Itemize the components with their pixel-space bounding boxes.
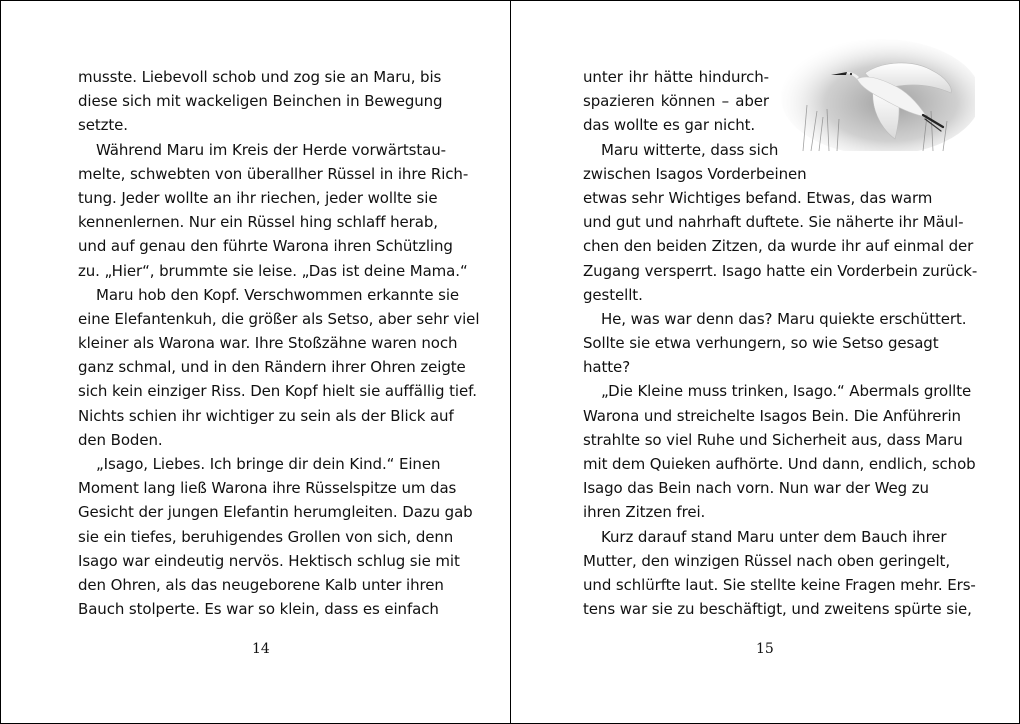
text-line: hatte? [583,358,631,377]
text-line: etwas sehr Wichtiges befand. Etwas, das warm [583,188,933,207]
text-line: ganz schmal, und in den Rändern ihrer Ohren zeigte [78,358,466,377]
text-line: chen den beiden Zitzen, da wurde ihr auf einmal der [583,237,974,256]
text-line: Maru witterte, dass sich [601,140,779,159]
text-line: den Ohren, als das neugeborene Kalb unter ihren [78,575,444,594]
text-line: mit dem Quieken aufhörte. Und dann, endlich, schob [583,455,976,473]
text-line: setzte. [78,116,128,135]
text-line: musste. Liebevoll schob und zog sie an Maru, bis [78,68,442,86]
text-line: He, was war denn das? Maru quiekte erschüttert. [601,309,967,328]
text-line: und schlürfte laut. Sie stellte keine Fragen mehr. Ers- [583,575,976,594]
text-line: sie ein tiefes, beruhigendes Grollen von sich, denn [78,527,454,546]
text-line: ihren Zitzen frei. [583,503,706,522]
text-line: Isago das Bein nach vorn. Nun war der Weg zu [583,479,929,498]
page-number: 14 [252,641,270,657]
text-line: zu. „Hier“, brummte sie leise. „Das ist deine Mama.“ [78,261,468,280]
text-line: und auf genau den führte Warona ihren Schützling [78,237,453,256]
text-line: tens war sie zu beschäftigt, und zweitens spürte sie, [583,600,972,619]
text-line: unter ihr hätte hindurch- [583,68,769,86]
text-line: gestellt. [583,285,643,304]
text-line: das wollte es gar nicht. [583,116,756,135]
text-line: sich kein einziger Riss. Den Kopf hielt sie auffällig tief. [78,382,477,401]
text-line: Warona und streichelte Isagos Bein. Die Anführerin [583,406,961,425]
left-page-text [78,65,480,621]
left-page [1,1,510,723]
text-line: kleiner als Warona war. Ihre Stoßzähne waren noch [78,334,458,353]
text-line: Während Maru im Kreis der Herde vorwärtstau- [96,140,446,159]
text-line: Maru hob den Kopf. Verschwommen erkannte sie [96,285,460,304]
text-line: Kurz darauf stand Maru unter dem Bauch ihrer [601,527,947,546]
text-line: strahlte so viel Ruhe und Sicherheit aus, dass Maru [583,430,963,449]
page-number: 15 [756,641,774,657]
text-line: „Isago, Liebes. Ich bringe dir dein Kind.“ Einen [96,455,441,473]
text-line: spazieren können – aber [583,92,769,111]
text-line: zwischen Isagos Vorderbeinen [583,164,807,183]
text-line: melte, schwebten von überallher Rüssel in ihre Rich- [78,164,469,183]
right-page [511,1,1019,723]
text-line: Bauch stolperte. Es war so klein, dass es einfach [78,600,439,619]
text-line: „Die Kleine muss trinken, Isago.“ Abermals grollte [601,382,972,401]
text-line: Zugang versperrt. Isago hatte ein Vorderbein zurück- [583,261,978,280]
text-line: den Boden. [78,430,163,449]
text-line: Isago war eindeutig nervös. Hektisch schlug sie mit [78,551,460,570]
right-page-text [583,65,978,621]
text-line: Moment lang ließ Warona ihre Rüsselspitze um das [78,479,457,498]
text-line: diese sich mit wackeligen Beinchen in Bewegung [78,92,443,111]
text-line: kennenlernen. Nur ein Rüssel hing schlaff herab, [78,213,438,232]
text-line: Mutter, den winzigen Rüssel nach oben geringelt, [583,551,951,570]
text-line: tung. Jeder wollte an ihr riechen, jeder wollte sie [78,188,438,207]
text-line: eine Elefantenkuh, die größer als Setso, aber sehr viel [78,309,480,328]
text-line: Sollte sie etwa verhungern, so wie Setso gesagt [583,334,939,353]
text-line: Gesicht der jungen Elefantin herumgleiten. Dazu gab [78,503,473,522]
text-line: Nichts schien ihr wichtiger zu sein als der Blick auf [78,406,454,425]
text-line: und gut und nahrhaft duftete. Sie näherte ihr Mäul- [583,213,964,232]
